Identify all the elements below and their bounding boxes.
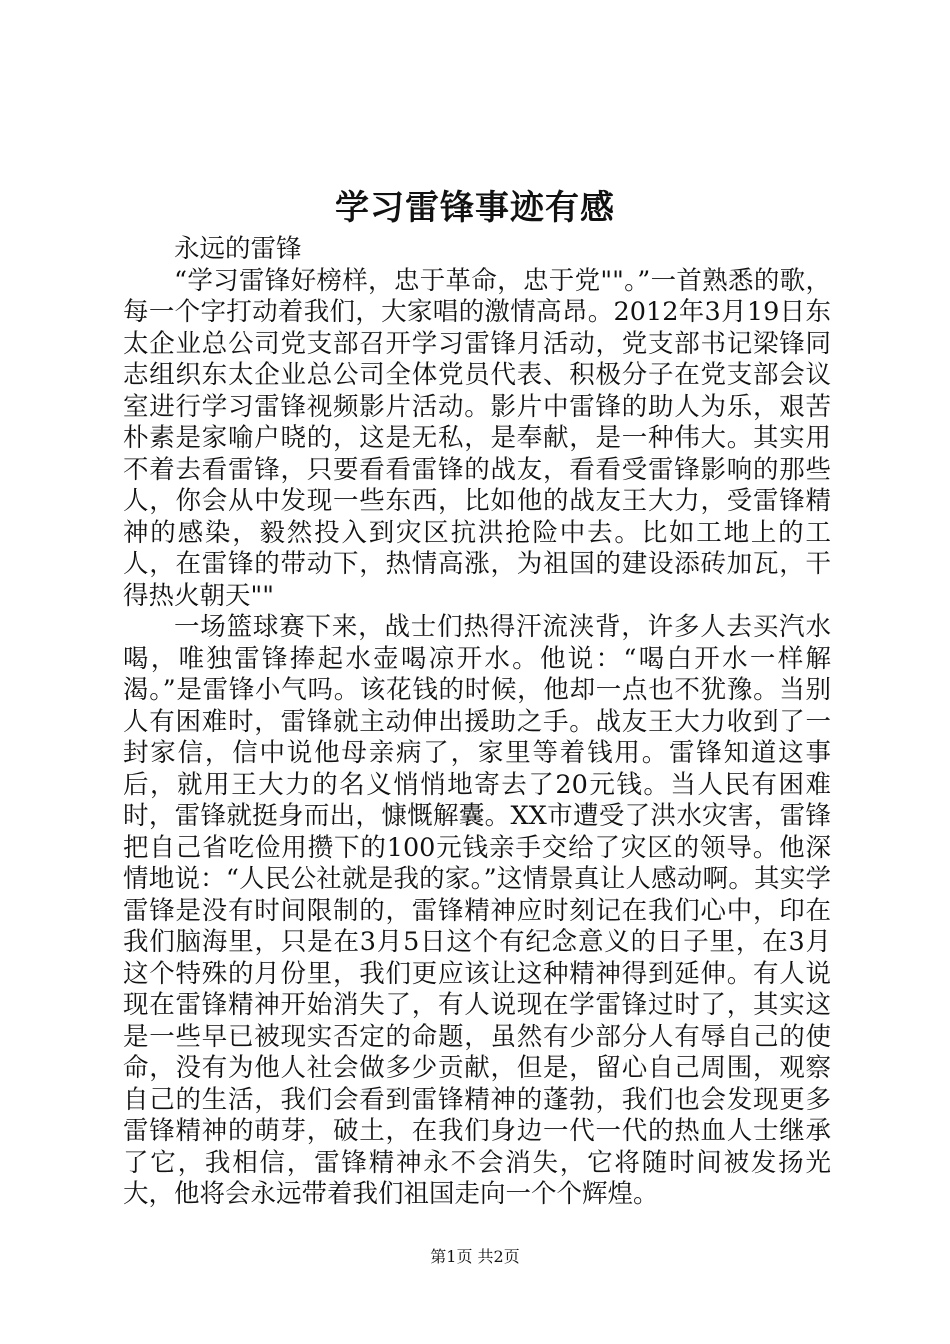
page-title: 学习雷锋事迹有感 [335, 188, 615, 228]
page-number-footer: 第1页 共2页 [430, 1247, 520, 1266]
paragraph-subtitle: 永远的雷锋 [174, 234, 302, 264]
paragraph: 一场篮球赛下来，战士们热得汗流浃背，许多人去买汽水喝，唯独雷锋捧起水壶喝凉开水。他说：“喝白开水一样解渴。”是雷锋小气吗。该花钱的时候，他却一点也不犹豫。当别人有困难时，雷锋就主动伸出援助之手。战友王大力收到了一封家信，信中说他母亲病了，家里等着钱用。雷锋知道这事后，就用王大力的名义悄悄地寄去了20元钱。当人民有困难时，雷锋就挺身而出，慷慨解囊。XX市遭受了洪水灾害，雷锋把自己省吃俭用攒下的100元钱亲手交给了灾区的领导。他深情地说：“人民公社就是我的家。”这情景真让人感动啊。其实学雷锋是没有时间限制的，雷锋精神应时刻记在我们心中，印在我们脑海里，只是在3月5日这个有纪念意义的日子里，在3月这个特殊的月份里，我们更应该让这种精神得到延伸。有人说现在雷锋精神开始消失了，有人说现在学雷锋过时了，其实这是一些早已被现实否定的命题，虽然有少部分人有辱自己的使命，没有为他人社会做多少贡献，但是，留心自己周围，观察自己的生活，我们会看到雷锋精神的蓬勃，我们也会发现更多雷锋精神的萌芽，破土，在我们身边一代一代的热血人士继承了它，我相信，雷锋精神永不会消失，它将随时间被发扬光大，他将会永远带着我们祖国走向一个个辉煌。 [123, 612, 831, 1209]
document-body [123, 234, 831, 1211]
paragraph: “学习雷锋好榜样，忠于革命，忠于党""。”一首熟悉的歌，每一个字打动着我们，大家唱的激情高昂。2012年3月19日东太企业总公司党支部召开学习雷锋月活动，党支部书记梁锋同志组织东太企业总公司全体党员代表、积极分子在党支部会议室进行学习雷锋视频影片活动。影片中雷锋的助人为乐，艰苦朴素是家喻户晓的，这是无私，是奉献，是一种伟大。其实用不着去看雷锋，只要看看雷锋的战友，看看受雷锋影响的那些人，你会从中发现一些东西，比如他的战友王大力，受雷锋精神的感染，毅然投入到灾区抗洪抢险中去。比如工地上的工人，在雷锋的带动下，热情高涨，为祖国的建设添砖加瓦，干得热火朝天"" [123, 265, 831, 611]
